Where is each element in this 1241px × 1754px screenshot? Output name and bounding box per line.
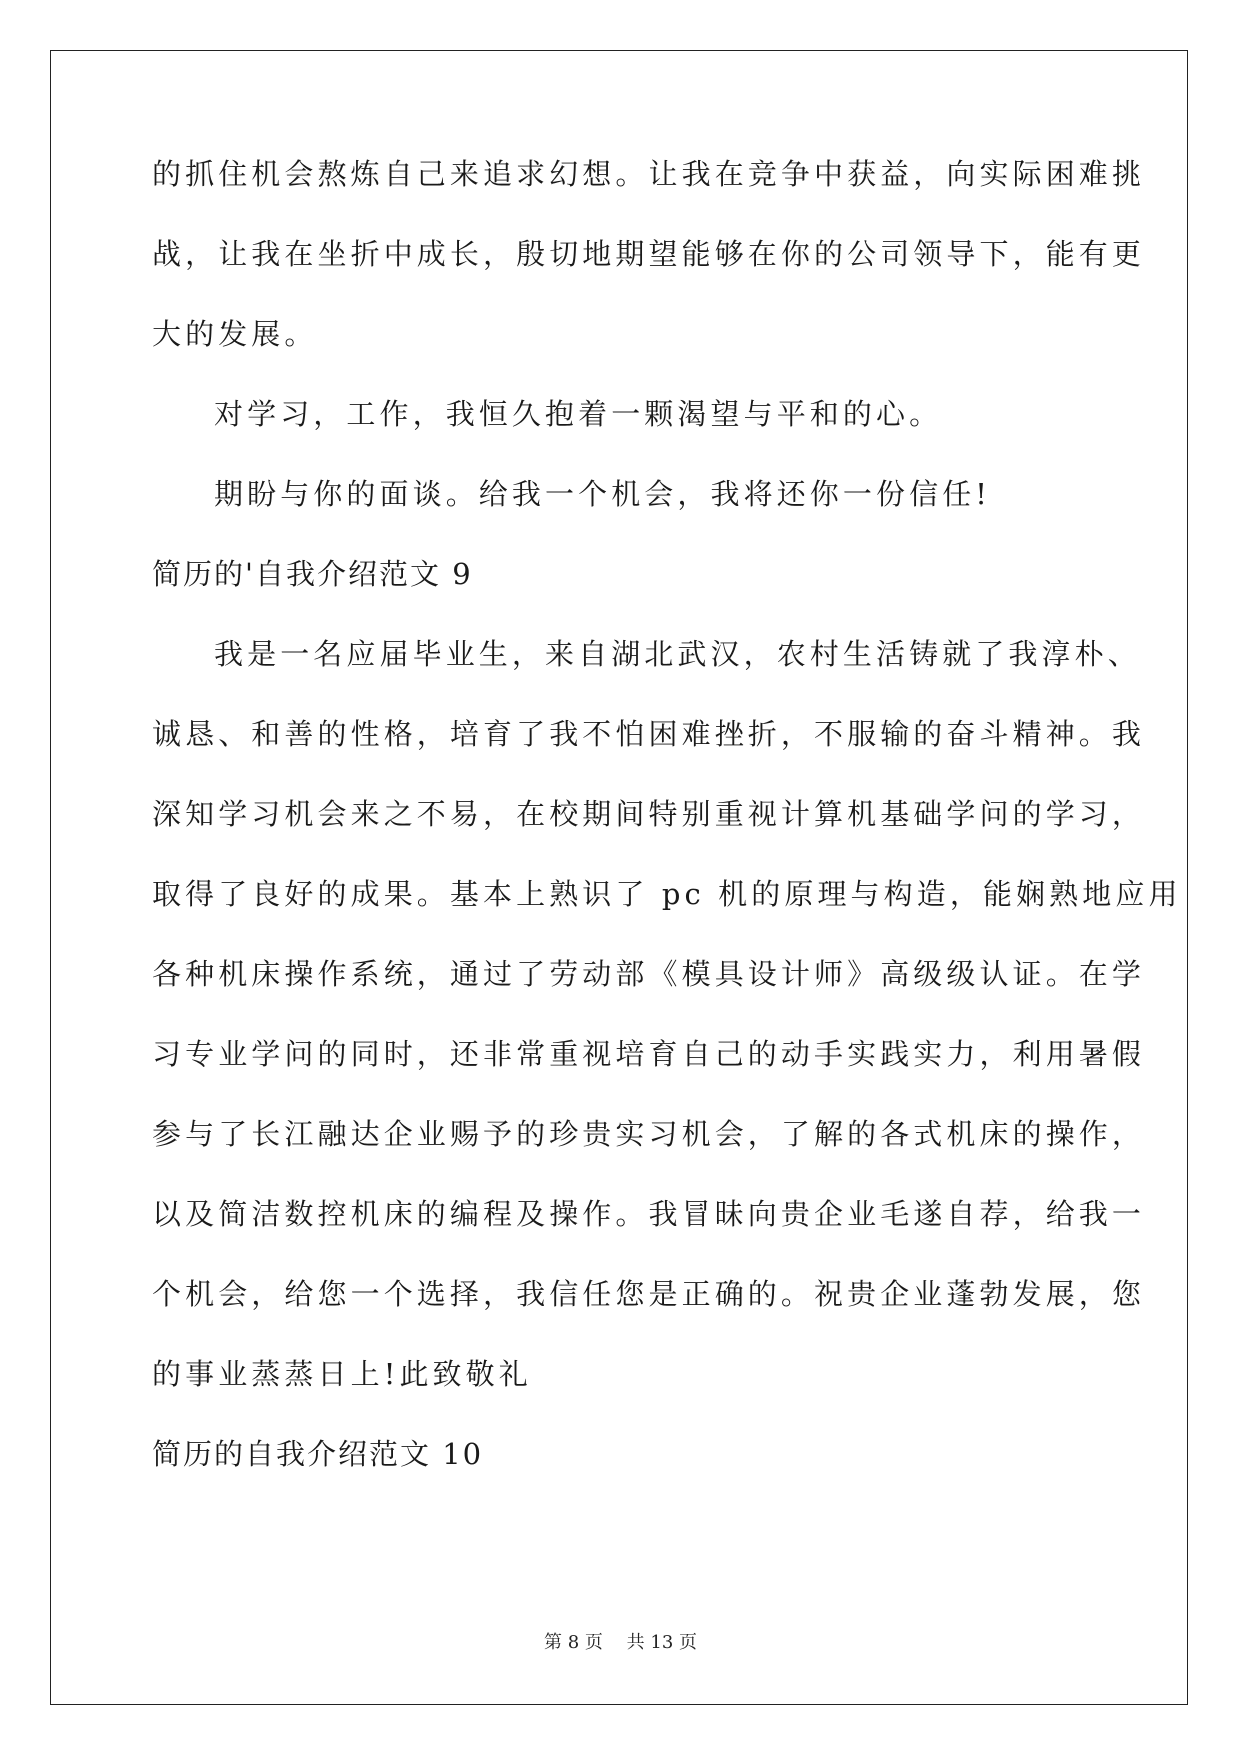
paragraph-line: 的事业蒸蒸日上!此致敬礼 (152, 1357, 532, 1391)
paragraph-line: 深知学习机会来之不易，在校期间特别重视计算机基础学问的学习， (152, 797, 1146, 831)
paragraph-line: 我是一名应届毕业生，来自湖北武汉，农村生活铸就了我淳朴、 (214, 637, 1141, 671)
paragraph-line: 战，让我在坐折中成长，殷切地期望能够在你的公司领导下，能有更 (152, 237, 1146, 271)
paragraph-line: 以及简洁数控机床的编程及操作。我冒昧向贵企业毛遂自荐，给我一 (152, 1197, 1146, 1231)
section-heading: 简历的'自我介绍范文 9 (152, 557, 473, 591)
paragraph-line: 各种机床操作系统，通过了劳动部《模具设计师》高级级认证。在学 (152, 957, 1146, 991)
paragraph-line: 参与了长江融达企业赐予的珍贵实习机会，了解的各式机床的操作， (152, 1117, 1146, 1151)
section-heading: 简历的自我介绍范文 10 (152, 1437, 484, 1471)
paragraph-line: 习专业学问的同时，还非常重视培育自己的动手实践实力，利用暑假 (152, 1037, 1146, 1071)
paragraph-line: 诚恳、和善的性格，培育了我不怕困难挫折，不服输的奋斗精神。我 (152, 717, 1146, 751)
paragraph-line: 取得了良好的成果。基本上熟识了 pc 机的原理与构造，能娴熟地应用 (152, 877, 1182, 911)
document-body (152, 157, 1182, 1520)
paragraph-line: 大的发展。 (152, 317, 318, 351)
paragraph-line: 期盼与你的面谈。给我一个机会，我将还你一份信任! (214, 477, 992, 511)
paragraph-line: 对学习，工作，我恒久抱着一颗渴望与平和的心。 (214, 397, 943, 431)
total-page-count: 共 13 页 (626, 1632, 697, 1653)
paragraph-line: 的抓住机会熬炼自己来追求幻想。让我在竞争中获益，向实际困难挑 (152, 157, 1146, 191)
current-page-number: 第 8 页 (544, 1632, 603, 1653)
page-footer (0, 1628, 1241, 1654)
paragraph-line: 个机会，给您一个选择，我信任您是正确的。祝贵企业蓬勃发展，您 (152, 1277, 1146, 1311)
